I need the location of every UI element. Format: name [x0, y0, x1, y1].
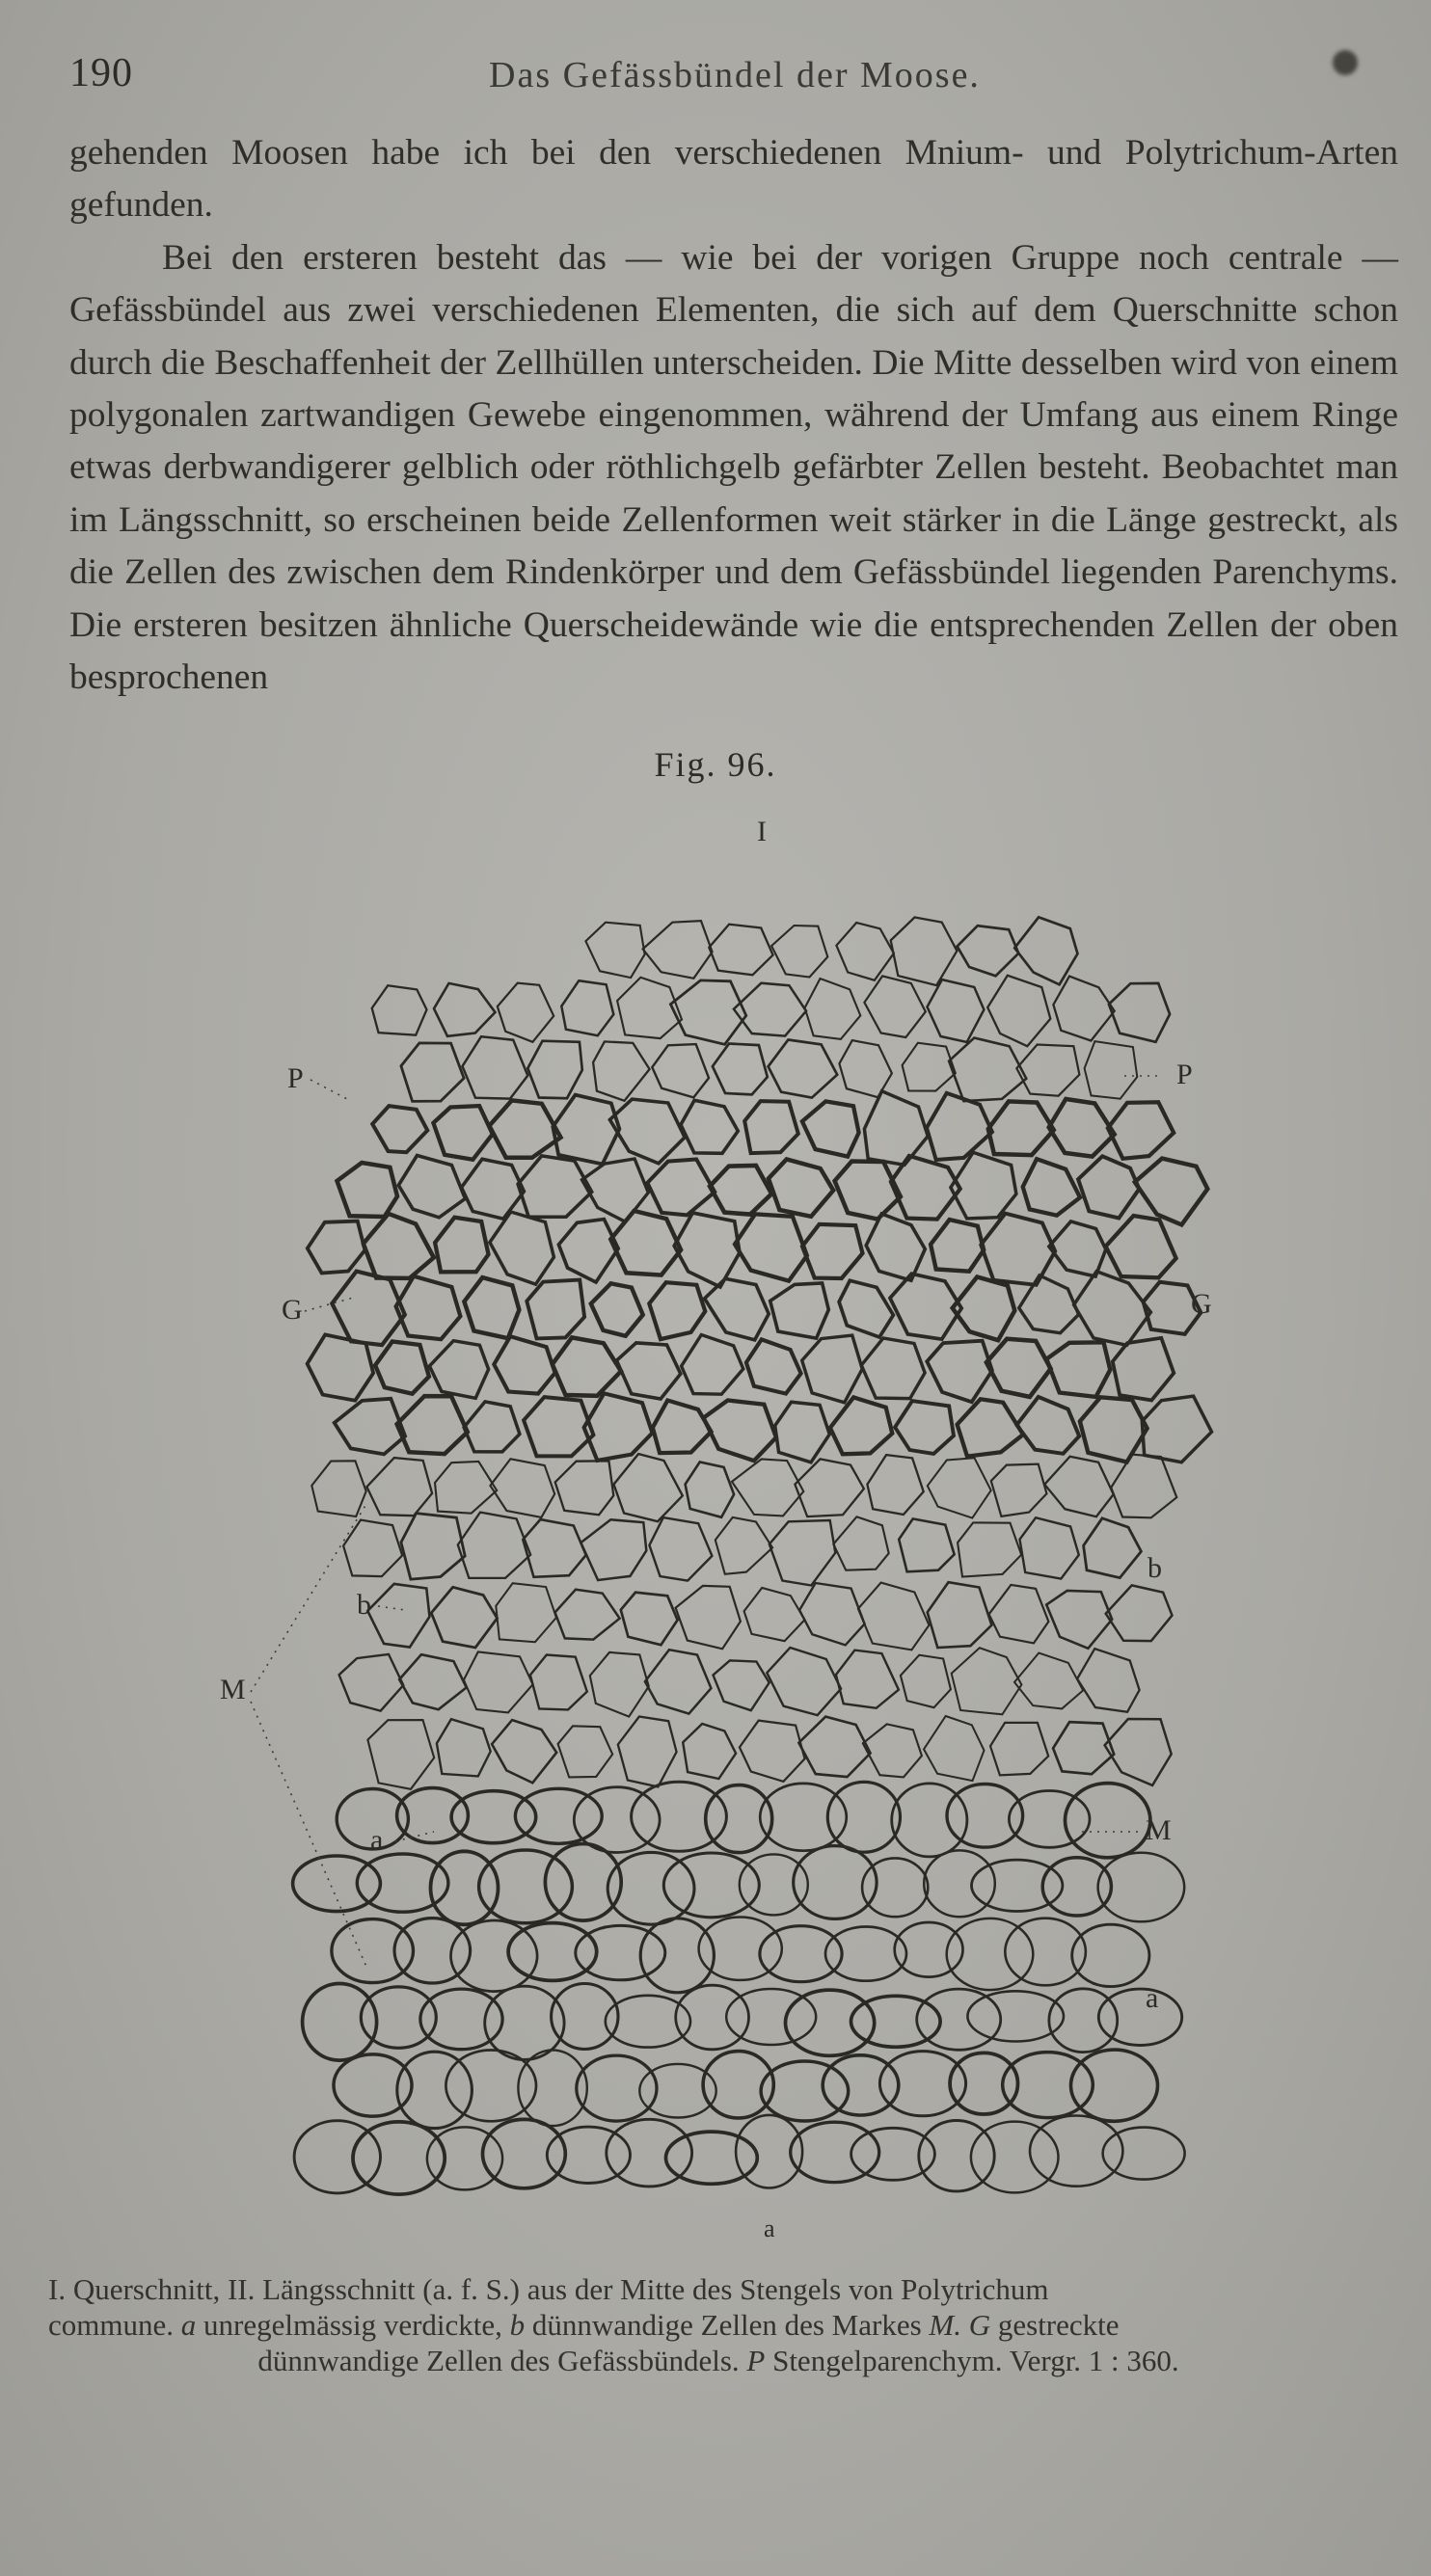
fig-letter-G-right: G: [1191, 1288, 1212, 1320]
cell-43: [927, 1093, 992, 1160]
cell-167: [952, 1648, 1022, 1714]
cell-50: [518, 1156, 592, 1217]
cell-73: [1049, 1221, 1106, 1276]
cell-11: [498, 983, 554, 1042]
cell-128: [991, 1464, 1047, 1516]
cell-45: [1049, 1099, 1115, 1157]
cell-154: [989, 1585, 1049, 1644]
cell-115: [1080, 1397, 1148, 1462]
cell-160: [530, 1655, 587, 1710]
cell-186: [515, 1788, 602, 1843]
cell-42: [864, 1091, 928, 1166]
running-head: [69, 50, 1400, 108]
cell-61: [308, 1221, 365, 1274]
cell-189: [706, 1785, 772, 1853]
cell-98: [861, 1338, 925, 1399]
cell-143: [1084, 1518, 1142, 1578]
cell-157: [339, 1654, 404, 1711]
cell-125: [795, 1459, 864, 1516]
cell-90: [375, 1342, 429, 1394]
cell-58: [1023, 1159, 1080, 1216]
fig-letter-M-right: M: [1146, 1814, 1172, 1846]
cell-150: [744, 1588, 805, 1641]
cell-144: [367, 1584, 429, 1648]
cell-238: [397, 2052, 472, 2128]
cell-4: [771, 926, 827, 978]
cell-229: [676, 1985, 749, 2050]
cell-204: [794, 1846, 877, 1919]
cell-92: [494, 1336, 554, 1393]
cell-159: [464, 1651, 533, 1712]
cell-236: [1098, 1989, 1181, 2045]
cell-133: [458, 1513, 530, 1578]
cell-233: [917, 1989, 1001, 2050]
cell-6: [891, 918, 958, 986]
cell-198: [431, 1851, 499, 1924]
cell-210: [332, 1919, 414, 1983]
cell-253: [483, 2119, 566, 2187]
cell-223: [303, 1984, 377, 2061]
cell-79: [591, 1283, 643, 1336]
cell-103: [335, 1399, 405, 1455]
cell-19: [987, 976, 1050, 1046]
cell-64: [490, 1212, 554, 1284]
figure-96: [220, 810, 1215, 2256]
cell-72: [981, 1214, 1055, 1285]
cell-217: [760, 1926, 842, 1982]
cell-102: [1113, 1338, 1174, 1401]
cell-263: [1103, 2128, 1185, 2180]
ink-spot: [1333, 50, 1358, 75]
cell-44: [988, 1101, 1054, 1155]
cell-97: [802, 1335, 863, 1403]
cell-105: [464, 1402, 520, 1452]
cell-100: [986, 1339, 1051, 1397]
cell-182: [1105, 1719, 1172, 1785]
cell-151: [799, 1583, 865, 1645]
cell-168: [1014, 1653, 1083, 1709]
cell-55: [835, 1162, 901, 1220]
cell-77: [464, 1277, 519, 1338]
cell-29: [839, 1040, 892, 1097]
cell-109: [704, 1401, 776, 1462]
cell-124: [732, 1459, 803, 1516]
cell-31: [949, 1038, 1026, 1102]
cell-33: [1085, 1041, 1138, 1099]
cell-145: [431, 1587, 497, 1648]
cell-8: [1014, 917, 1077, 984]
cell-46: [1108, 1102, 1174, 1159]
cell-123: [686, 1462, 735, 1517]
cell-246: [879, 2052, 965, 2116]
cell-147: [555, 1590, 620, 1640]
fig-letter-M-left: M: [220, 1674, 246, 1705]
cell-121: [555, 1461, 614, 1515]
cell-132: [401, 1514, 465, 1580]
cell-163: [714, 1660, 770, 1710]
cell-175: [683, 1724, 736, 1779]
cell-111: [830, 1397, 892, 1454]
cell-114: [1016, 1397, 1079, 1454]
cell-174: [618, 1717, 677, 1787]
cell-152: [858, 1583, 930, 1650]
cell-67: [674, 1213, 740, 1287]
cell-257: [736, 2115, 802, 2188]
cell-52: [647, 1160, 715, 1216]
cell-116: [1142, 1396, 1211, 1462]
cell-222: [1072, 1924, 1149, 1986]
cell-119: [435, 1462, 497, 1514]
cell-162: [645, 1650, 712, 1713]
paragraph-2: Bei den ersteren besteht das — wie bei der vorigen Gruppe noch centrale — Gefässbündel aus zwei verschiedenen Elementen, die sich auf dem Querschnitte schon durch die Beschaffenheit der Zellhüllen unterscheiden. Die Mitte desselben wird von einem polygonalen zartwandigen Gewebe eingenommen, während der Umfang aus einem Ringe etwas derbwandigerer gelblich oder röthlichgelb gefärbter Zellen besteht. Beobachtet man im Längsschnitt, so erscheinen beide Zellenformen weit stärker in die Länge gestreckt, als die Zellen des zwischen dem Rindenkörper und dem Gefässbündel liegenden Parenchyms. Die ersteren besitzen ähnliche Querscheidewände wie die entsprechenden Zellen der oben besprochenen: [69, 237, 1398, 698]
caption-line-1: I. Querschnitt, II. Längsschnitt (a. f. S.) aus der Mitte des Stengels von Polytrichum: [48, 2272, 1049, 2306]
cell-32: [1016, 1045, 1079, 1096]
leader-line-4: [378, 1606, 405, 1610]
cell-156: [1106, 1585, 1173, 1641]
cell-107: [584, 1393, 653, 1461]
cell-153: [928, 1582, 992, 1648]
cell-5: [836, 923, 894, 980]
cell-84: [890, 1274, 961, 1339]
cell-70: [866, 1214, 925, 1280]
cell-126: [867, 1455, 923, 1515]
cell-224: [361, 1987, 436, 2048]
cell-62: [364, 1214, 434, 1278]
fig-letter-P-left: P: [287, 1062, 304, 1094]
cell-110: [775, 1402, 830, 1462]
cell-161: [590, 1652, 649, 1717]
caption-line-3: dünnwandige Zellen des Gefässbündels. P Stengelparenchym. Vergr. 1 : 360.: [257, 2344, 1179, 2377]
cell-171: [437, 1719, 491, 1776]
cell-53: [710, 1166, 771, 1215]
cell-9: [372, 985, 427, 1034]
cell-87: [1074, 1272, 1151, 1346]
cell-89: [308, 1334, 374, 1400]
cell-191: [827, 1782, 900, 1852]
cell-135: [580, 1519, 646, 1580]
cell-252: [427, 2127, 502, 2189]
cell-101: [1046, 1342, 1110, 1397]
cell-180: [990, 1723, 1048, 1776]
cell-211: [394, 1919, 471, 1983]
cell-131: [343, 1520, 402, 1577]
cell-214: [576, 1925, 665, 1979]
cell-91: [429, 1341, 488, 1399]
cell-235: [1049, 1989, 1118, 2053]
leader-line-1: [310, 1080, 347, 1099]
cell-60: [1135, 1159, 1208, 1225]
cell-262: [1030, 2116, 1122, 2187]
cell-82: [770, 1283, 829, 1338]
fig-letter-bottom: a: [764, 2214, 775, 2242]
cell-169: [1077, 1649, 1140, 1712]
cell-93: [553, 1337, 621, 1395]
cell-23: [463, 1036, 528, 1098]
cell-95: [682, 1335, 743, 1395]
cell-173: [558, 1726, 613, 1777]
cell-1: [585, 923, 644, 978]
cell-113: [958, 1399, 1023, 1456]
cell-136: [649, 1517, 712, 1581]
cell-38: [609, 1099, 685, 1164]
cell-261: [971, 2122, 1059, 2193]
cell-142: [1020, 1517, 1079, 1578]
cell-140: [899, 1518, 954, 1571]
cell-35: [433, 1106, 492, 1160]
cell-141: [958, 1522, 1021, 1576]
cell-47: [338, 1163, 398, 1217]
cell-112: [895, 1401, 954, 1454]
paragraph-1: gehenden Moosen habe ich bei den verschiedenen Mnium- und Polytrichum-Arten gefunden.: [69, 133, 1398, 226]
cell-78: [526, 1280, 584, 1339]
cell-96: [746, 1339, 801, 1393]
cell-158: [399, 1654, 467, 1709]
cell-65: [558, 1220, 618, 1282]
cell-21: [1109, 983, 1170, 1042]
cell-164: [767, 1648, 841, 1715]
cell-146: [496, 1583, 556, 1642]
cell-16: [805, 979, 861, 1039]
cell-22: [401, 1043, 464, 1102]
cell-241: [577, 2055, 657, 2121]
cell-28: [769, 1040, 838, 1098]
cell-17: [864, 976, 925, 1037]
cell-130: [1111, 1455, 1176, 1518]
cell-7: [958, 926, 1019, 976]
cell-149: [676, 1586, 741, 1649]
figure-label: Fig. 96.: [654, 745, 777, 784]
cell-177: [798, 1717, 870, 1778]
leader-line-6: [251, 1702, 366, 1967]
cell-193: [947, 1784, 1023, 1848]
cell-34: [372, 1106, 427, 1152]
cell-39: [681, 1100, 738, 1153]
cell-41: [802, 1101, 859, 1156]
cell-27: [713, 1044, 768, 1095]
cell-48: [398, 1156, 465, 1218]
cell-118: [366, 1458, 432, 1516]
cell-202: [663, 1853, 759, 1918]
cell-75: [332, 1272, 405, 1346]
cell-195: [1066, 1784, 1150, 1858]
cell-117: [311, 1461, 365, 1516]
cell-30: [903, 1043, 956, 1091]
cell-172: [492, 1720, 556, 1783]
cell-59: [1078, 1156, 1139, 1218]
cell-36: [489, 1100, 560, 1157]
cell-227: [552, 1984, 618, 2050]
cell-3: [709, 925, 772, 976]
cell-239: [446, 2051, 536, 2122]
fig-letter-P-right: P: [1176, 1059, 1193, 1090]
cell-127: [928, 1458, 991, 1517]
cell-205: [862, 1858, 928, 1917]
cell-251: [353, 2122, 445, 2194]
cell-37: [553, 1095, 619, 1165]
cell-26: [652, 1044, 709, 1097]
cell-76: [396, 1276, 461, 1340]
cell-231: [786, 1990, 875, 2055]
fig-letter-I: I: [757, 816, 767, 847]
cell-81: [705, 1278, 770, 1340]
cell-63: [435, 1218, 488, 1273]
cell-208: [1042, 1858, 1111, 1916]
cell-129: [1044, 1457, 1113, 1517]
cell-138: [770, 1520, 836, 1586]
cell-40: [744, 1101, 798, 1153]
cell-25: [593, 1041, 650, 1100]
cell-120: [490, 1459, 554, 1517]
cell-71: [931, 1220, 984, 1272]
fig-letter-b-right: b: [1148, 1552, 1162, 1584]
fig-letter-G-left: G: [282, 1294, 303, 1326]
leader-line-5: [251, 1504, 366, 1692]
cell-178: [863, 1724, 922, 1777]
cell-10: [434, 983, 496, 1036]
fig-letter-a-right: a: [1146, 1982, 1159, 2014]
body-text: [69, 127, 1398, 704]
caption-line-2: commune. a unregelmässig verdickte, b dünnwandige Zellen des Markes M. G gestreckte: [48, 2308, 1120, 2342]
cell-206: [924, 1850, 995, 1917]
cell-24: [527, 1041, 582, 1099]
figure-caption: [48, 2271, 1389, 2378]
cell-134: [523, 1519, 585, 1577]
cell-181: [1053, 1722, 1114, 1774]
cell-148: [621, 1593, 678, 1646]
cell-139: [833, 1516, 888, 1570]
cell-166: [901, 1655, 951, 1708]
cell-213: [508, 1923, 597, 1981]
cell-249: [1071, 2050, 1158, 2121]
cell-179: [924, 1716, 985, 1781]
cell-69: [802, 1224, 863, 1278]
cell-94: [617, 1343, 681, 1399]
cell-83: [839, 1280, 893, 1337]
cell-section-illustration: [220, 810, 1215, 2256]
page-number: 190: [69, 51, 133, 95]
cell-20: [1053, 977, 1114, 1041]
fig-letter-b-left: b: [357, 1589, 371, 1621]
cell-247: [950, 2053, 1017, 2114]
cell-99: [927, 1341, 992, 1403]
cell-122: [614, 1454, 683, 1521]
cell-68: [735, 1214, 807, 1280]
cell-108: [653, 1401, 712, 1454]
cell-54: [769, 1159, 833, 1216]
cell-49: [462, 1159, 525, 1219]
cell-137: [716, 1517, 772, 1574]
cell-18: [928, 979, 985, 1042]
cell-12: [561, 980, 613, 1035]
cell-170: [367, 1720, 434, 1789]
cell-155: [1046, 1591, 1112, 1649]
cell-215: [640, 1919, 714, 1993]
cell-80: [649, 1282, 705, 1339]
fig-letter-a-left: a: [370, 1824, 384, 1856]
cell-176: [740, 1721, 805, 1782]
cell-74: [1106, 1216, 1176, 1277]
running-title: Das Gefässbündel der Moose.: [489, 55, 981, 95]
cell-104: [397, 1396, 468, 1454]
cell-165: [836, 1650, 899, 1708]
cell-2: [643, 921, 713, 979]
